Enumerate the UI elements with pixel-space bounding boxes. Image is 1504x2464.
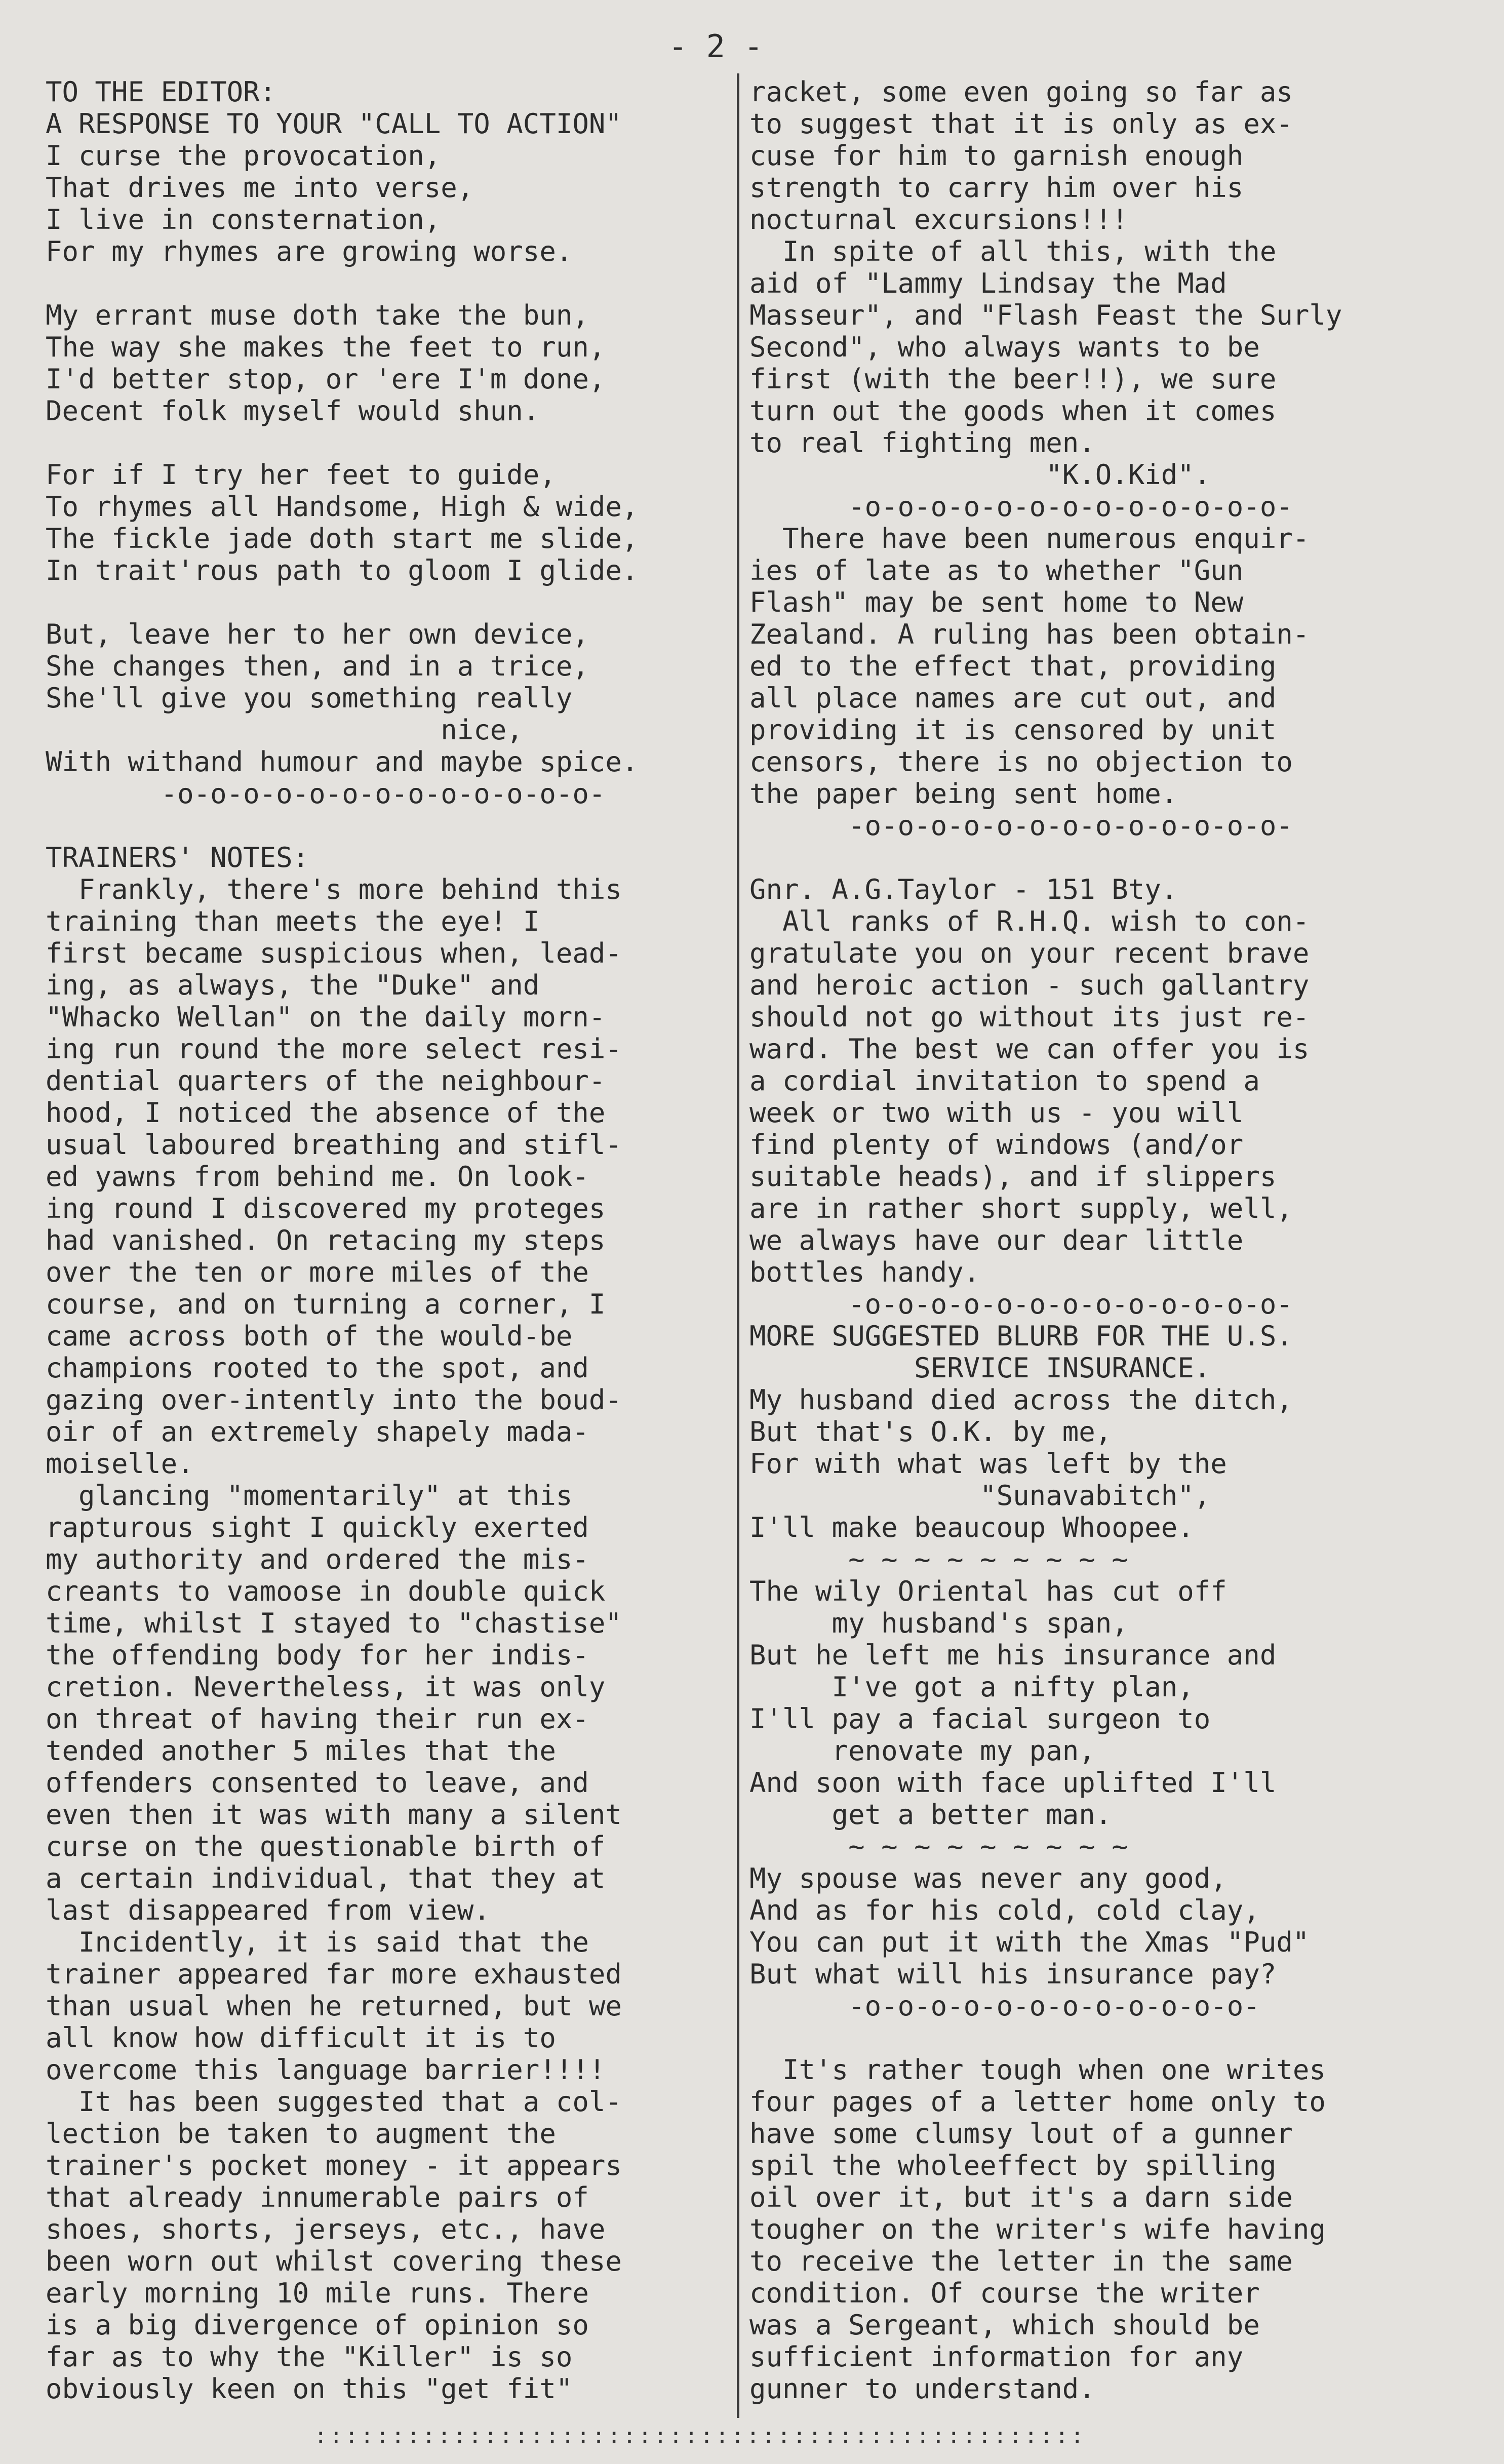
text-line: The fickle jade doth start me slide, bbox=[46, 523, 639, 554]
text-line: censors, there is no objection to bbox=[749, 746, 1293, 778]
text-line: I'll pay a facial surgeon to bbox=[749, 1703, 1211, 1735]
text-line: cretion. Nevertheless, it was only bbox=[46, 1671, 606, 1703]
text-line: course, and on turning a corner, I bbox=[46, 1288, 606, 1320]
text-line: get a better man. bbox=[749, 1799, 1112, 1831]
text-line: tended another 5 miles that the bbox=[46, 1735, 556, 1767]
text-line: trainer appeared far more exhausted bbox=[46, 1958, 622, 1990]
text-line: I live in consternation, bbox=[46, 204, 441, 235]
text-line: should not go without its just re- bbox=[749, 1001, 1310, 1033]
text-line: Incidently, it is said that the bbox=[46, 1926, 589, 1958]
text-line: my husband's span, bbox=[749, 1607, 1128, 1639]
text-line: shoes, shorts, jerseys, etc., have bbox=[46, 2213, 606, 2245]
text-line: In trait'rous path to gloom I glide. bbox=[46, 554, 639, 586]
text-line: condition. Of course the writer bbox=[749, 2277, 1260, 2309]
text-line: to suggest that it is only as ex- bbox=[749, 108, 1293, 140]
text-line: came across both of the would-be bbox=[46, 1320, 573, 1352]
text-line: And soon with face uplifted I'll bbox=[749, 1767, 1277, 1799]
text-line: She changes then, and in a trice, bbox=[46, 650, 589, 682]
text-line: nocturnal excursions!!! bbox=[749, 204, 1128, 235]
text-line: TRAINERS' NOTES: bbox=[46, 842, 309, 873]
text-line: To rhymes all Handsome, High & wide, bbox=[46, 491, 639, 523]
text-line: -o-o-o-o-o-o-o-o-o-o-o-o-o- bbox=[749, 491, 1293, 523]
text-line: All ranks of R.H.Q. wish to con- bbox=[749, 905, 1310, 937]
text-line: My errant muse doth take the bun, bbox=[46, 299, 589, 331]
text-line: week or two with us - you will bbox=[749, 1097, 1244, 1129]
text-line: gazing over-intently into the boud- bbox=[46, 1384, 622, 1416]
text-line: four pages of a letter home only to bbox=[749, 2086, 1326, 2118]
text-line: a cordial invitation to spend a bbox=[749, 1065, 1260, 1097]
text-line: ward. The best we can offer you is bbox=[749, 1033, 1310, 1065]
text-line: time, whilst I stayed to "chastise" bbox=[46, 1607, 622, 1639]
text-line: first became suspicious when, lead- bbox=[46, 937, 622, 969]
text-line: For my rhymes are growing worse. bbox=[46, 235, 573, 267]
text-line: But, leave her to her own device, bbox=[46, 618, 589, 650]
text-line: overcome this language barrier!!!! bbox=[46, 2054, 606, 2086]
text-line: Zealand. A ruling has been obtain- bbox=[749, 618, 1310, 650]
left-column bbox=[46, 76, 729, 2405]
text-line: and heroic action - such gallantry bbox=[749, 969, 1310, 1001]
text-line: A RESPONSE TO YOUR "CALL TO ACTION" bbox=[46, 108, 622, 140]
text-line: have some clumsy lout of a gunner bbox=[749, 2118, 1293, 2150]
text-line: -o-o-o-o-o-o-o-o-o-o-o-o-o- bbox=[749, 1288, 1293, 1320]
text-line: sufficient information for any bbox=[749, 2341, 1244, 2373]
text-line: -o-o-o-o-o-o-o-o-o-o-o-o- bbox=[749, 1990, 1260, 2022]
text-line: Masseur", and "Flash Feast the Surly bbox=[749, 299, 1342, 331]
text-line: oil over it, but it's a darn side bbox=[749, 2181, 1293, 2213]
text-line: suitable heads), and if slippers bbox=[749, 1161, 1277, 1193]
text-line: You can put it with the Xmas "Pud" bbox=[749, 1926, 1310, 1958]
text-line: gunner to understand. bbox=[749, 2373, 1095, 2405]
text-line: cuse for him to garnish enough bbox=[749, 140, 1244, 172]
text-line: "K.O.Kid". bbox=[749, 459, 1211, 491]
text-line: curse on the questionable birth of bbox=[46, 1831, 606, 1862]
text-line: -o-o-o-o-o-o-o-o-o-o-o-o-o- bbox=[46, 778, 606, 810]
text-line: all know how difficult it is to bbox=[46, 2022, 556, 2054]
text-line: And as for his cold, cold clay, bbox=[749, 1894, 1260, 1926]
text-line: "Sunavabitch", bbox=[749, 1480, 1211, 1512]
text-line: all place names are cut out, and bbox=[749, 682, 1277, 714]
text-line: training than meets the eye! I bbox=[46, 905, 540, 937]
text-line: is a big divergence of opinion so bbox=[46, 2309, 589, 2341]
text-line: early morning 10 mile runs. There bbox=[46, 2277, 589, 2309]
text-line: the paper being sent home. bbox=[749, 778, 1178, 810]
text-line: that already innumerable pairs of bbox=[46, 2181, 589, 2213]
text-line: moiselle. bbox=[46, 1448, 194, 1480]
text-line: to real fighting men. bbox=[749, 427, 1095, 459]
text-line: far as to why the "Killer" is so bbox=[46, 2341, 573, 2373]
text-line: than usual when he returned, but we bbox=[46, 1990, 622, 2022]
text-line bbox=[46, 267, 729, 299]
text-line: The wily Oriental has cut off bbox=[749, 1575, 1227, 1607]
text-line: ing run round the more select resi- bbox=[46, 1033, 622, 1065]
right-column bbox=[749, 76, 1479, 2405]
text-line: It has been suggested that a col- bbox=[46, 2086, 622, 2118]
text-line: My spouse was never any good, bbox=[749, 1862, 1227, 1894]
text-line: For with what was left by the bbox=[749, 1448, 1227, 1480]
text-line: My husband died across the ditch, bbox=[749, 1384, 1293, 1416]
text-line: find plenty of windows (and/or bbox=[749, 1129, 1244, 1161]
text-line: But he left me his insurance and bbox=[749, 1639, 1277, 1671]
text-line: But what will his insurance pay? bbox=[749, 1958, 1277, 1990]
text-line: ing round I discovered my proteges bbox=[46, 1193, 606, 1224]
text-line: In spite of all this, with the bbox=[749, 235, 1277, 267]
footer-rule: :::::::::::::::::::::::::::::::::::::::::::::::::: bbox=[314, 2423, 1086, 2449]
text-line: There have been numerous enquir- bbox=[749, 523, 1310, 554]
text-line: oir of an extremely shapely mada- bbox=[46, 1416, 589, 1448]
text-line: offenders consented to leave, and bbox=[46, 1767, 589, 1799]
text-line: Decent folk myself would shun. bbox=[46, 395, 540, 427]
text-line: MORE SUGGESTED BLURB FOR THE U.S. bbox=[749, 1320, 1293, 1352]
text-line: trainer's pocket money - it appears bbox=[46, 2150, 622, 2181]
text-line: spil the wholeeffect by spilling bbox=[749, 2150, 1277, 2181]
text-line: renovate my pan, bbox=[749, 1735, 1095, 1767]
text-line: SERVICE INSURANCE. bbox=[749, 1352, 1211, 1384]
text-line: It's rather tough when one writes bbox=[749, 2054, 1326, 2086]
text-line: rapturous sight I quickly exerted bbox=[46, 1512, 589, 1543]
text-line: The way she makes the feet to run, bbox=[46, 331, 606, 363]
text-line: ies of late as to whether "Gun bbox=[749, 554, 1244, 586]
text-line: creants to vamoose in double quick bbox=[46, 1575, 606, 1607]
text-line: a certain individual, that they at bbox=[46, 1862, 606, 1894]
text-line: turn out the goods when it comes bbox=[749, 395, 1277, 427]
text-line: With withand humour and maybe spice. bbox=[46, 746, 639, 778]
text-line: I've got a nifty plan, bbox=[749, 1671, 1194, 1703]
text-line: gratulate you on your recent brave bbox=[749, 937, 1310, 969]
text-line: usual laboured breathing and stifl- bbox=[46, 1129, 622, 1161]
text-line: on threat of having their run ex- bbox=[46, 1703, 589, 1735]
text-line: dential quarters of the neighbour- bbox=[46, 1065, 606, 1097]
text-line: hood, I noticed the absence of the bbox=[46, 1097, 606, 1129]
text-line: I'd better stop, or 'ere I'm done, bbox=[46, 363, 606, 395]
text-line: lection be taken to augment the bbox=[46, 2118, 556, 2150]
text-line: tougher on the writer's wife having bbox=[749, 2213, 1326, 2245]
text-line: to receive the letter in the same bbox=[749, 2245, 1293, 2277]
page-number: - 2 - bbox=[668, 28, 763, 65]
text-line: had vanished. On retacing my steps bbox=[46, 1224, 606, 1256]
text-line: Second", who always wants to be bbox=[749, 331, 1260, 363]
text-line: That drives me into verse, bbox=[46, 172, 474, 204]
text-line: I curse the provocation, bbox=[46, 140, 441, 172]
text-line: Gnr. A.G.Taylor - 151 Bty. bbox=[749, 873, 1178, 905]
text-line: ing, as always, the "Duke" and bbox=[46, 969, 540, 1001]
text-line: we always have our dear little bbox=[749, 1224, 1244, 1256]
text-line bbox=[749, 842, 1479, 873]
text-line: are in rather short supply, well, bbox=[749, 1193, 1293, 1224]
text-line: providing it is censored by unit bbox=[749, 714, 1277, 746]
text-line: glancing "momentarily" at this bbox=[46, 1480, 573, 1512]
text-line: racket, some even going so far as bbox=[749, 76, 1293, 108]
text-line: been worn out whilst covering these bbox=[46, 2245, 622, 2277]
text-line: ed to the effect that, providing bbox=[749, 650, 1277, 682]
text-line: She'll give you something really bbox=[46, 682, 573, 714]
text-line: obviously keen on this "get fit" bbox=[46, 2373, 573, 2405]
text-line bbox=[46, 586, 729, 618]
text-line: strength to carry him over his bbox=[749, 172, 1244, 204]
text-line: But that's O.K. by me, bbox=[749, 1416, 1112, 1448]
text-line: ~ ~ ~ ~ ~ ~ ~ ~ ~ bbox=[749, 1543, 1128, 1575]
text-line bbox=[46, 427, 729, 459]
text-line: Frankly, there's more behind this bbox=[46, 873, 622, 905]
text-line: over the ten or more miles of the bbox=[46, 1256, 589, 1288]
text-line: Flash" may be sent home to New bbox=[749, 586, 1244, 618]
text-line: the offending body for her indis- bbox=[46, 1639, 589, 1671]
text-line: I'll make beaucoup Whoopee. bbox=[749, 1512, 1194, 1543]
column-divider bbox=[737, 73, 739, 2418]
text-line: last disappeared from view. bbox=[46, 1894, 490, 1926]
text-line: was a Sergeant, which should be bbox=[749, 2309, 1260, 2341]
text-line: ~ ~ ~ ~ ~ ~ ~ ~ ~ bbox=[749, 1831, 1128, 1862]
text-line: -o-o-o-o-o-o-o-o-o-o-o-o-o- bbox=[749, 810, 1293, 842]
text-line: bottles handy. bbox=[749, 1256, 980, 1288]
text-line: aid of "Lammy Lindsay the Mad bbox=[749, 267, 1227, 299]
text-line: ed yawns from behind me. On look- bbox=[46, 1161, 589, 1193]
text-line: nice, bbox=[46, 714, 523, 746]
text-line: TO THE EDITOR: bbox=[46, 76, 276, 108]
text-line: my authority and ordered the mis- bbox=[46, 1543, 589, 1575]
text-line: first (with the beer!!), we sure bbox=[749, 363, 1277, 395]
text-line: "Whacko Wellan" on the daily morn- bbox=[46, 1001, 606, 1033]
text-line bbox=[46, 810, 729, 842]
text-line bbox=[749, 2022, 1479, 2054]
text-line: For if I try her feet to guide, bbox=[46, 459, 556, 491]
text-line: champions rooted to the spot, and bbox=[46, 1352, 589, 1384]
text-line: even then it was with many a silent bbox=[46, 1799, 622, 1831]
